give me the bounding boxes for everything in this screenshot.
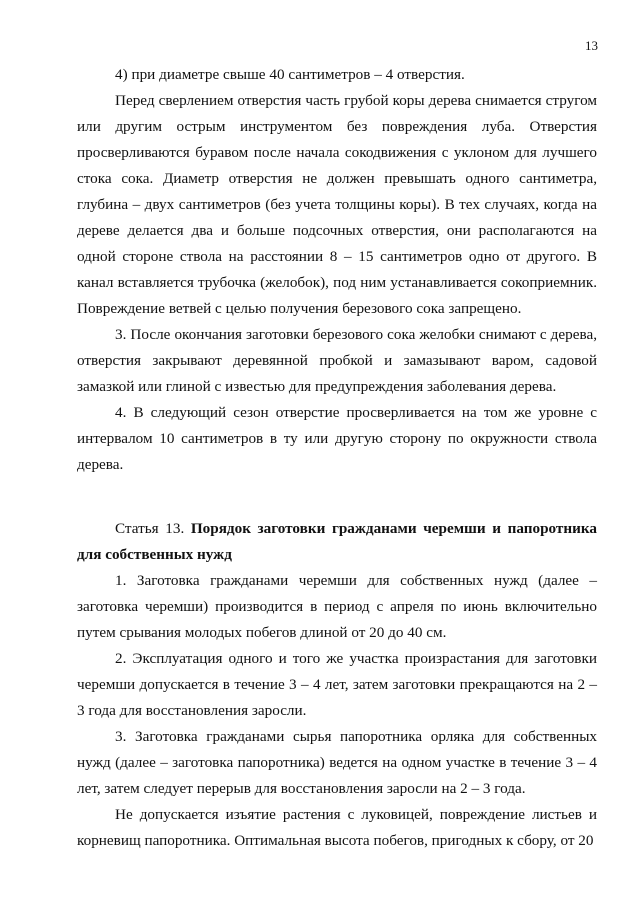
article-paragraph-3: 3. Заготовка гражданами сырья папоротника орляка для собственных нужд (далее – заготовка папоротника) ведется на одном участке в течение 3 – 4 лет, затем следует перерыв для восстановления заросли на 2 – 3 года. [77, 728, 597, 797]
paragraph-4: 4. В следующий сезон отверстие просверливается на том же уровне с интервалом 10 сантиметров в ту или другую сторону по окружности ствола дерева. [77, 404, 597, 473]
article-paragraph-2: 2. Эксплуатация одного и того же участка произрастания для заготовки черемши допускается в течение 3 – 4 лет, затем заготовки прекращаются на 2 – 3 года для восстановления заросли. [77, 650, 597, 719]
page-number: 13 [585, 38, 598, 53]
article-paragraph-1: 1. Заготовка гражданами черемши для собственных нужд (далее – заготовка черемши) производится в период с апреля по июнь включительно путем срывания молодых побегов длиной от 20 до 40 см. [77, 572, 597, 641]
paragraph-item-4: 4) при диаметре свыше 40 сантиметров – 4 отверстия. [115, 66, 465, 83]
article-label: Статья 13. [115, 520, 191, 537]
article-paragraph-4: Не допускается изъятие растения с луковицей, повреждение листьев и корневищ папоротника. Оптимальная высота побегов, пригодных к сбору, от 20 [77, 806, 597, 849]
article-title: Порядок заготовки гражданами черемши и папоротника для собственных нужд [77, 520, 597, 563]
paragraph-drilling: Перед сверлением отверстия часть грубой коры дерева снимается стругом или другим острым инструментом без повреждения луба. Отверстия просверливаются буравом после начала сокодвижения с уклоном для лучшего стока сока. Диаметр отверстия не должен превышать одного сантиметра, глубина – двух сантиметров (без учета толщины коры). В тех случаях, когда на дереве делается два и больше подсочных отверстия, они располагаются на одной стороне ствола на расстоянии 8 – 15 сантиметров одно от другого. В канал вставляется трубочка (желобок), под ним устанавливается сокоприемник. Повреждение ветвей с целью получения березового сока запрещено. [77, 92, 597, 317]
paragraph-3: 3. После окончания заготовки березового сока желобки снимают с дерева, отверстия закрывают деревянной пробкой и замазывают варом, садовой замазкой или глиной с известью для предупреждения заболевания дерева. [77, 326, 597, 395]
article-heading [77, 516, 597, 568]
document-body [77, 62, 597, 854]
